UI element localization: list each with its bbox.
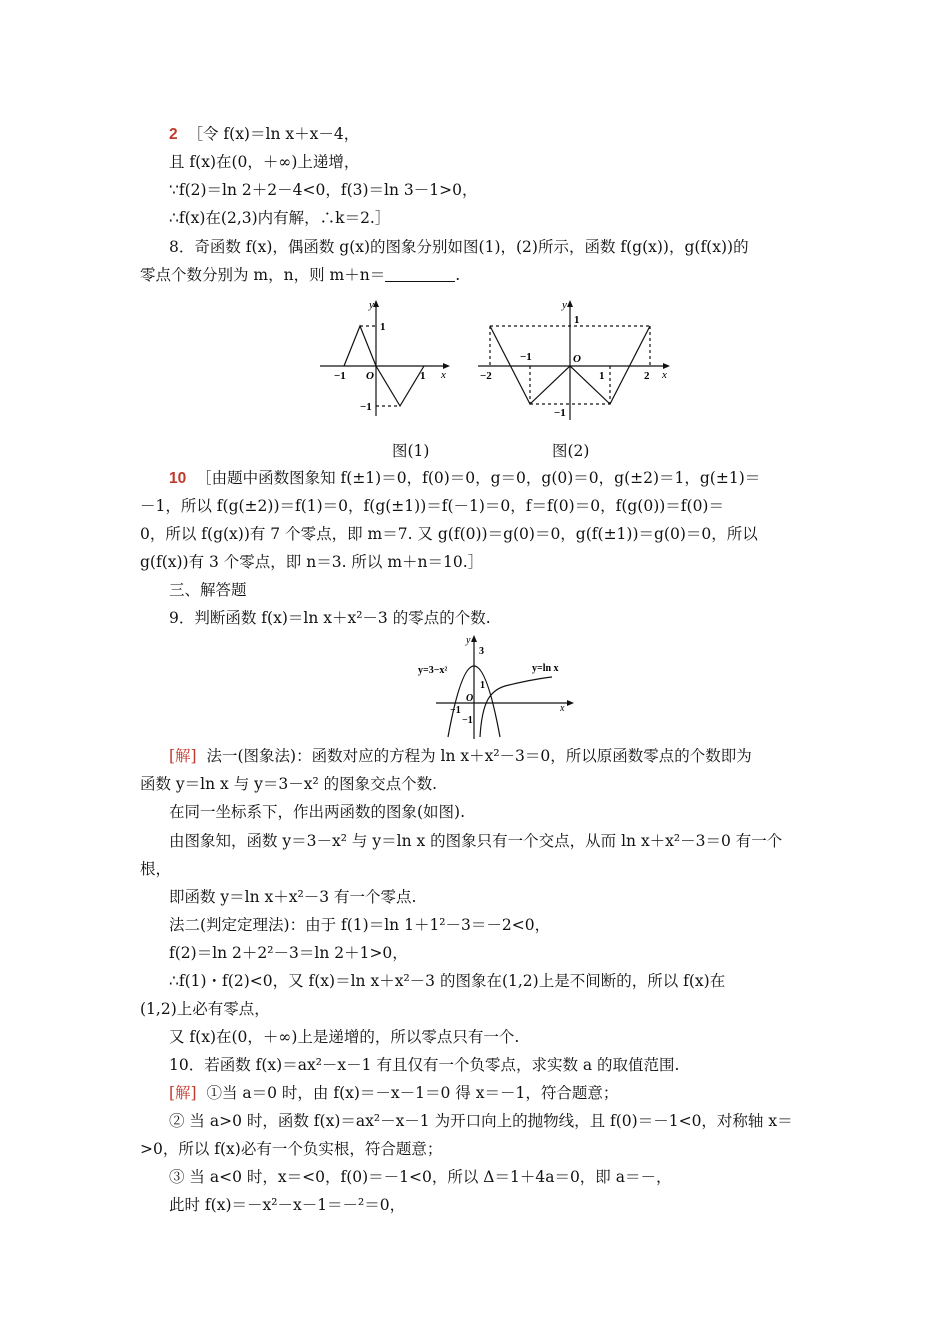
answer-line: 10 ［由题中函数图象知 f(±1)＝0，f(0)＝0，g＝0，g(0)＝0，g(±2)＝1，g(±1)＝ xyxy=(169,469,761,487)
text-line: －1，所以 f(g(±2))＝f(1)＝0，f(g(±1))＝f(－1)＝0，f＝f(0)＝0，f(g(0))＝f(0)＝ xyxy=(140,497,724,515)
tick-label: 1 xyxy=(480,680,485,691)
text-line: 此时 f(x)＝－x²－x－1＝－²＝0， xyxy=(169,1196,406,1214)
text-line: 0，所以 f(g(x))有 7 个零点，即 m＝7. 又 g(f(0))＝g(0)＝0，g(f(±1))＝g(0)＝0，所以 xyxy=(140,525,758,543)
y-axis-label: y xyxy=(369,299,374,311)
solution-tag: [解] xyxy=(169,1084,197,1102)
text-line: >0，所以 f(x)必有一个负实根，符合题意； xyxy=(140,1140,443,1158)
parabola-label: y=3−x² xyxy=(418,665,448,676)
text-line: 法二(判定定理法)：由于 f(1)＝ln 1＋1²－3＝－2<0， xyxy=(169,916,551,934)
origin-label: O xyxy=(366,370,374,382)
tick-label: 3 xyxy=(479,646,484,657)
text-line: 即函数 y＝ln x＋x²－3 有一个零点. xyxy=(169,888,417,906)
x-axis-label: x xyxy=(560,703,565,714)
solution-tag: [解] xyxy=(169,747,197,765)
figure-1 xyxy=(314,296,454,426)
text-line: 根， xyxy=(140,860,172,878)
text-line: 函数 y＝ln x 与 y＝3－x² 的图象交点个数. xyxy=(140,775,438,793)
tick-label: −1 xyxy=(334,370,346,382)
tick-label: −1 xyxy=(450,705,461,716)
tick-label: 1 xyxy=(574,314,580,326)
ln-curve-label: y=ln x xyxy=(532,663,559,674)
text-line: 在同一坐标系下，作出两函数的图象(如图). xyxy=(169,803,466,821)
figure-2-caption: 图(2) xyxy=(552,442,590,460)
text-line: 且 f(x)在(0，＋∞)上递增， xyxy=(169,153,360,171)
x-axis-label: x xyxy=(441,369,446,381)
text-line: g(f(x))有 3 个零点，即 n＝3. 所以 m＋n＝10.］ xyxy=(140,553,484,571)
x-axis-label: x xyxy=(662,369,667,381)
text-line: 又 f(x)在(0，＋∞)上是递增的，所以零点只有一个. xyxy=(169,1028,520,1046)
tick-label: 1 xyxy=(420,370,426,382)
question-10: 10．若函数 f(x)＝ax²－x－1 有且仅有一个负零点，求实数 a 的取值范围. xyxy=(169,1056,680,1074)
origin-label: O xyxy=(466,693,474,704)
figure-3 xyxy=(414,633,584,743)
tick-label: 1 xyxy=(599,370,605,382)
tick-label: −1 xyxy=(520,351,532,363)
answer-number: 2 xyxy=(169,126,178,143)
text-line: ② 当 a>0 时，函数 f(x)＝ax²－x－1 为开口向上的抛物线，且 f(0)＝－1<0，对称轴 x＝ xyxy=(169,1112,793,1130)
text-line: ∴f(x)在(2,3)内有解，∴k＝2.］ xyxy=(169,209,391,227)
question-9: 9．判断函数 f(x)＝ln x＋x²－3 的零点的个数. xyxy=(169,609,491,627)
text-line: ③ 当 a<0 时，x＝<0，f(0)＝－1<0，所以 Δ＝1＋4a＝0，即 a＝－， xyxy=(169,1168,672,1186)
text-line: ∵f(2)＝ln 2＋2－4<0，f(3)＝ln 3－1>0， xyxy=(169,181,478,199)
tick-label: 1 xyxy=(380,321,386,333)
tick-label: −1 xyxy=(360,401,372,413)
tick-label: −1 xyxy=(554,407,566,419)
origin-label: O xyxy=(573,353,581,365)
figure-2 xyxy=(474,296,674,426)
answer-number: 10 xyxy=(169,470,187,487)
y-axis-label: y xyxy=(466,635,471,646)
section-heading: 三、解答题 xyxy=(169,581,247,599)
answer-line: 2 ［令 f(x)＝ln x＋x－4， xyxy=(169,125,360,143)
text-line: (1,2)上必有零点， xyxy=(140,1000,270,1018)
question-8-cont: 零点个数分别为 m，n，则 m＋n＝ . xyxy=(140,266,461,284)
tick-label: −1 xyxy=(462,715,473,726)
tick-label: 2 xyxy=(644,370,650,382)
tick-label: −2 xyxy=(480,370,492,382)
text-line: 由图象知，函数 y＝3－x² 与 y＝ln x 的图象只有一个交点，从而 ln x＋x²－3＝0 有一个 xyxy=(169,832,783,850)
question-8: 8．奇函数 f(x)，偶函数 g(x)的图象分别如图(1)，(2)所示，函数 f(g(x))，g(f(x))的 xyxy=(169,238,749,256)
figure-1-caption: 图(1) xyxy=(392,442,430,460)
text-line: ∴f(1)・f(2)<0，又 f(x)＝ln x＋x²－3 的图象在(1,2)上是不间断的，所以 f(x)在 xyxy=(169,972,726,990)
text-line: f(2)＝ln 2＋2²－3＝ln 2＋1>0， xyxy=(169,944,408,962)
answer-blank xyxy=(385,267,455,282)
solution-line: [解] 法一(图象法)：函数对应的方程为 ln x＋x²－3＝0，所以原函数零点的个数即为 xyxy=(169,747,752,765)
y-axis-label: y xyxy=(562,299,567,311)
solution-line: [解] ①当 a＝0 时，由 f(x)＝－x－1＝0 得 x＝－1，符合题意； xyxy=(169,1084,619,1102)
